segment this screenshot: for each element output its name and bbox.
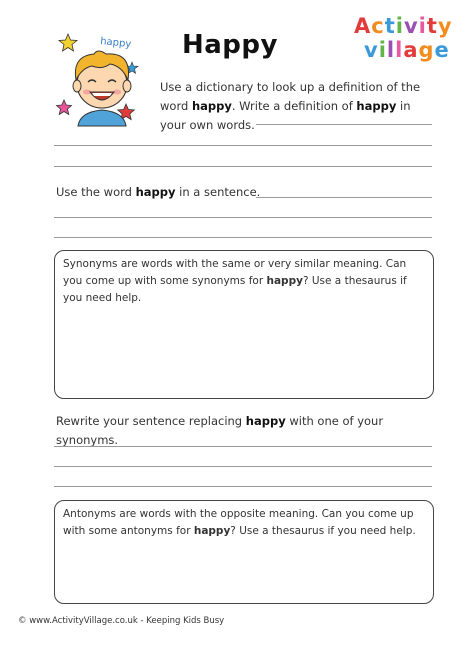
logo-letter: c (371, 14, 385, 38)
footer-copyright: © www.ActivityVillage.co.uk - Keeping Kids Busy (18, 616, 225, 626)
text-segment: Use the word (56, 185, 136, 199)
keyword: happy (245, 414, 286, 428)
logo-letter: v (364, 38, 379, 62)
text-segment: ? Use a thesaurus if you need help. (63, 275, 407, 304)
answer-line[interactable] (54, 466, 432, 467)
answer-line[interactable] (256, 197, 432, 198)
logo-letter: i (418, 14, 427, 38)
answer-line[interactable] (54, 237, 432, 238)
logo-letter: i (378, 38, 387, 62)
text-segment: Use a dictionary to look up a definition of the word (160, 80, 421, 113)
keyword: happy (266, 275, 303, 287)
text-segment: Antonyms are words with the opposite meaning. Can you come up with some antonyms for (63, 508, 414, 537)
answer-line[interactable] (54, 486, 432, 487)
logo-letter: v (403, 14, 419, 38)
text-segment: with one of your synonyms. (56, 414, 384, 447)
keyword: happy (356, 99, 397, 113)
logo-letter: t (384, 14, 396, 38)
activity-village-logo (350, 14, 453, 70)
logo-letter: a (403, 38, 419, 62)
answer-line[interactable] (54, 145, 432, 146)
keyword: happy (193, 525, 231, 537)
answer-line[interactable] (54, 217, 432, 218)
logo-letter: A (354, 14, 372, 38)
logo-letter: l (395, 38, 404, 62)
text-segment: Rewrite your sentence replacing (56, 414, 246, 428)
definition-instruction (160, 78, 430, 135)
star-icon (57, 100, 72, 115)
logo-letter: e (434, 38, 450, 62)
logo-letter: y (437, 14, 453, 38)
answer-line[interactable] (54, 446, 432, 447)
text-segment: . Write a definition of (231, 99, 357, 113)
synonyms-answer-box[interactable] (54, 250, 434, 399)
page-title: Happy (182, 30, 278, 60)
sentence-instruction (56, 183, 306, 202)
antonyms-answer-box[interactable] (54, 500, 434, 604)
rewrite-instruction (56, 412, 446, 450)
text-segment: ? Use a thesaurus if you need help. (230, 525, 416, 537)
logo-letter: l (386, 38, 396, 62)
logo-line-2 (364, 38, 450, 62)
logo-letter: t (426, 14, 438, 38)
logo-letter: i (395, 14, 404, 38)
logo-letter: g (418, 38, 435, 62)
text-segment: in a sentence. (175, 185, 261, 199)
text-segment: in your own words. (160, 99, 411, 132)
keyword: happy (135, 185, 176, 199)
text-segment: Synonyms are words with the same or very similar meaning. Can you come up with some synonyms for (63, 258, 407, 287)
answer-line[interactable] (54, 166, 432, 167)
keyword: happy (191, 99, 232, 113)
answer-line[interactable] (256, 124, 432, 125)
logo-line-1 (354, 14, 453, 38)
illustration-badge-text: happy (99, 36, 132, 51)
